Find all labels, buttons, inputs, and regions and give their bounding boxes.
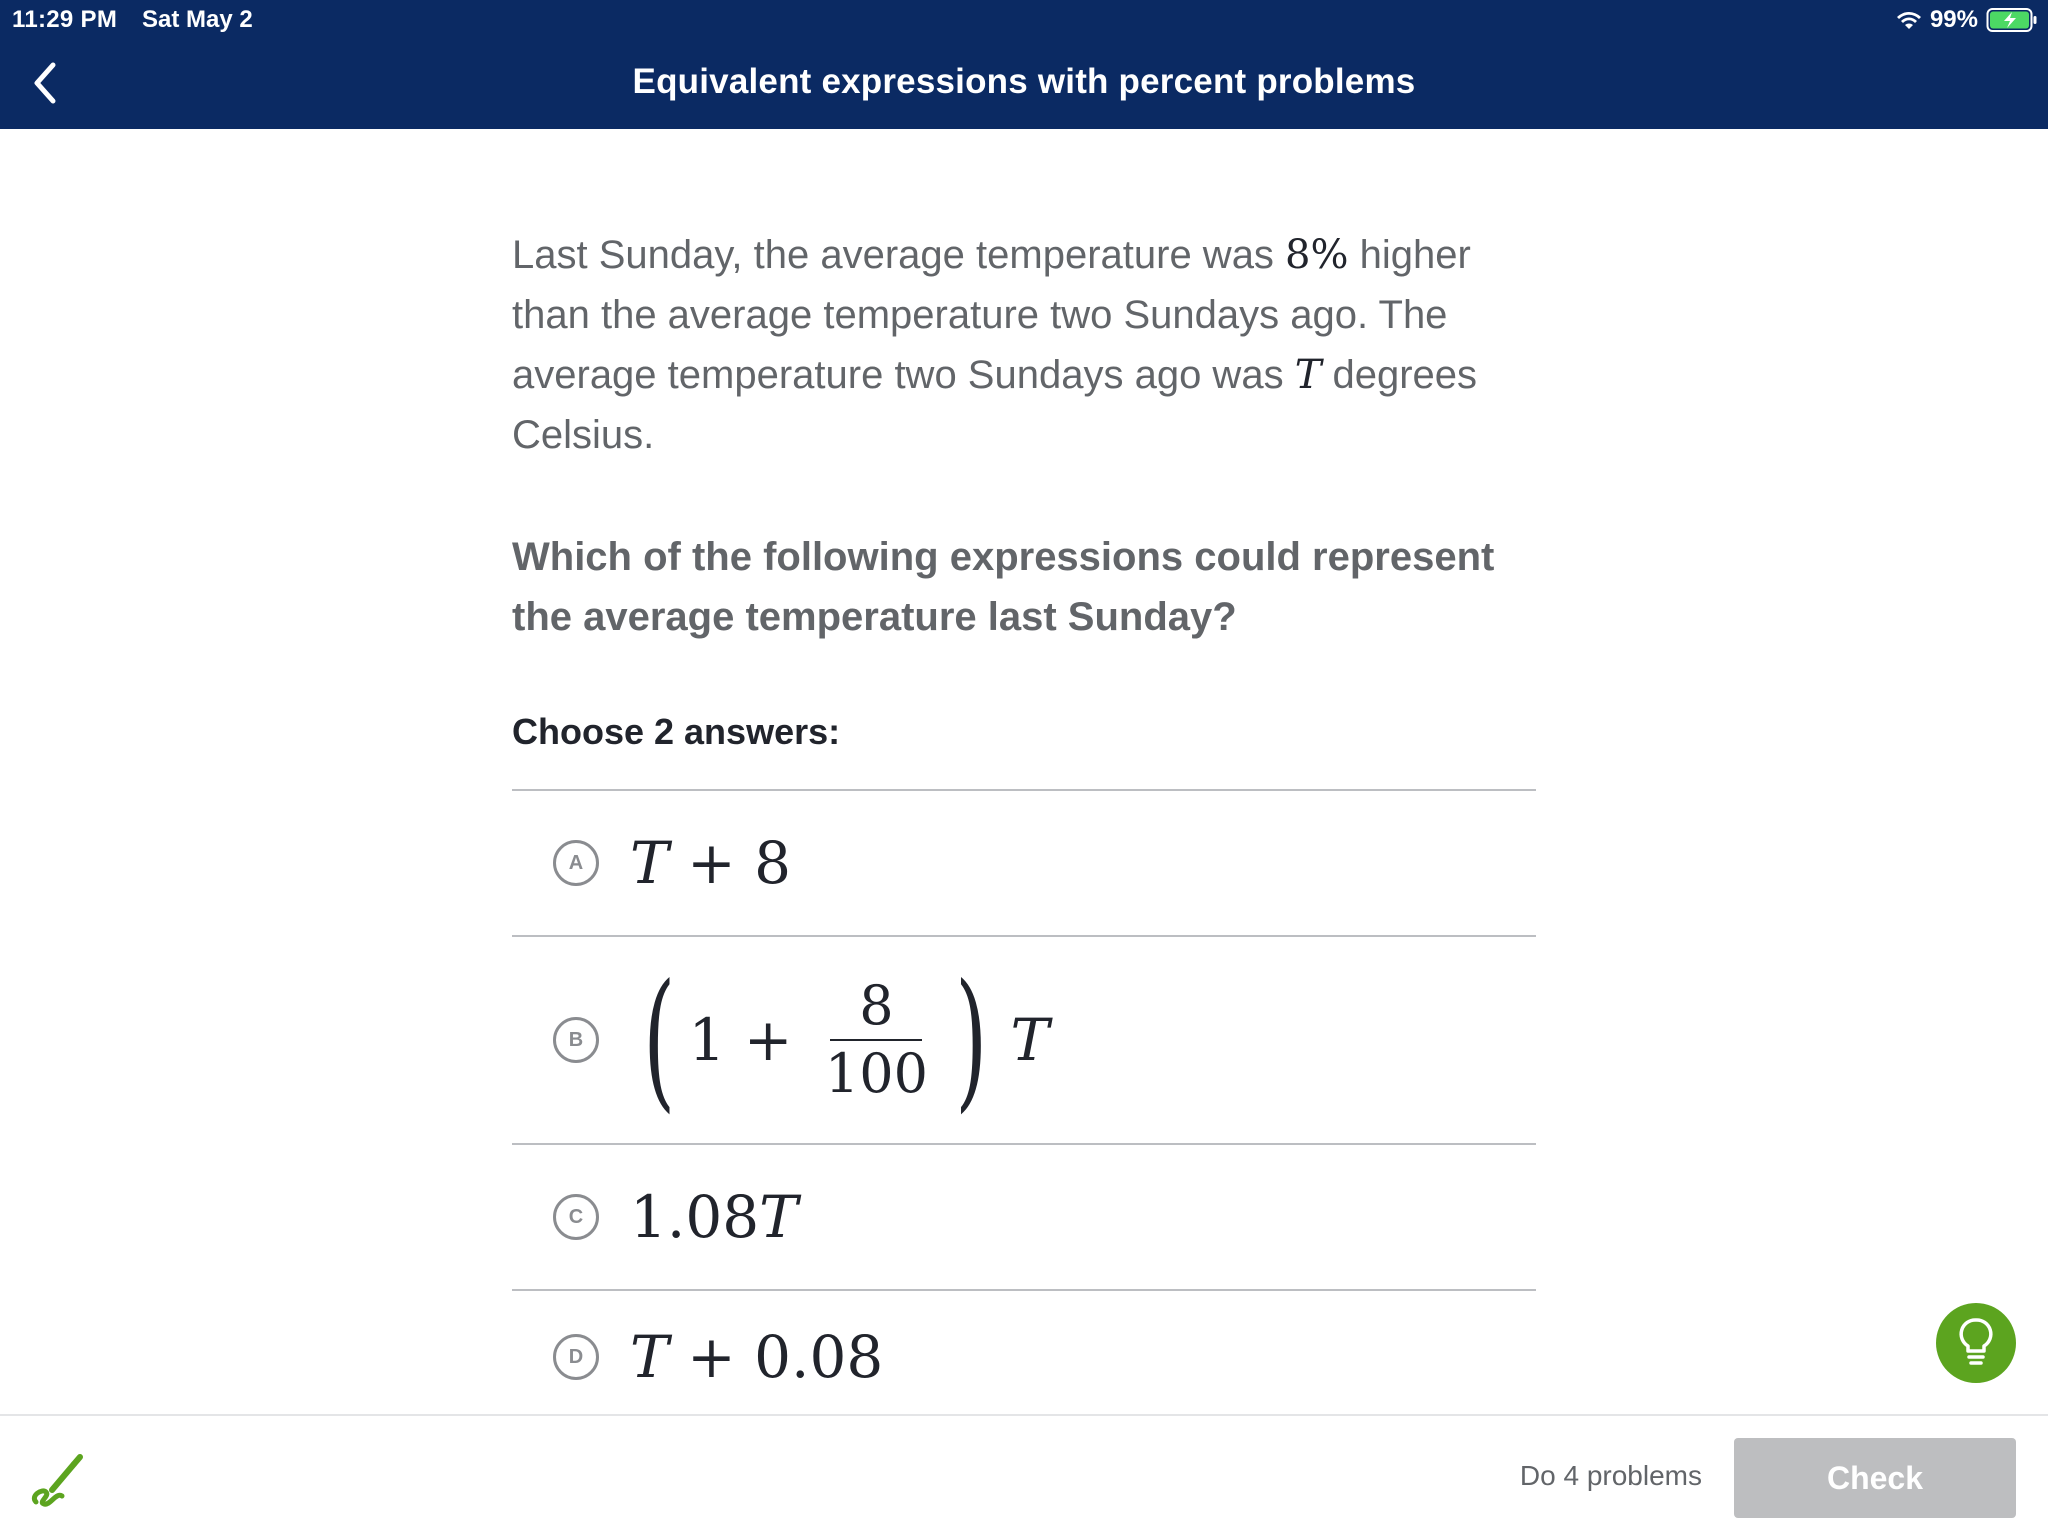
- choice-d[interactable]: [512, 1289, 1536, 1423]
- problem-statement: [512, 225, 1536, 465]
- problem-text-part3: degrees Celsius.: [512, 353, 1478, 457]
- choice-d-expression: [630, 1323, 883, 1391]
- choice-b[interactable]: [512, 935, 1536, 1143]
- fraction: [825, 973, 928, 1107]
- choice-a-variable: T: [630, 829, 669, 897]
- page-title: Equivalent expressions with percent problems: [632, 62, 1416, 101]
- choose-answers-label: Choose 2 answers:: [512, 711, 841, 752]
- choice-c-variable: T: [759, 1183, 798, 1251]
- problem-content: [512, 225, 1536, 753]
- choice-letter-d: D: [553, 1334, 599, 1380]
- choice-a-expression: [630, 829, 791, 897]
- battery-percentage: 99%: [1929, 6, 1978, 33]
- hint-button[interactable]: [1936, 1303, 2016, 1383]
- choice-a[interactable]: [512, 789, 1536, 935]
- wifi-icon: [1896, 9, 1922, 31]
- percent-value: 8%: [1285, 232, 1349, 278]
- close-paren: ): [955, 953, 988, 1127]
- answer-choices: [512, 789, 1536, 1423]
- choice-letter-b: B: [553, 1017, 599, 1063]
- choice-d-rest: + 0.08: [668, 1323, 884, 1391]
- scratchpad-pencil-icon[interactable]: [28, 1452, 84, 1508]
- status-date: Sat May 2: [142, 6, 253, 33]
- status-time: 11:29 PM: [12, 6, 118, 33]
- choice-b-variable: T: [1010, 1006, 1050, 1074]
- choice-c[interactable]: [512, 1143, 1536, 1289]
- choice-c-coefficient: 1.08: [630, 1183, 760, 1251]
- check-button[interactable]: Check: [1734, 1438, 2016, 1518]
- fraction-numerator: 8: [859, 974, 894, 1037]
- choice-letter-a: A: [553, 840, 599, 886]
- choice-b-expression: [630, 953, 1050, 1127]
- status-indicators: [1896, 4, 2038, 36]
- lightbulb-icon: [1956, 1317, 1996, 1369]
- problem-text-part1: Last Sunday, the average temperature was: [512, 233, 1286, 277]
- choice-a-rest: + 8: [668, 829, 792, 897]
- battery-charging-icon: [1986, 7, 2038, 33]
- variable-t: T: [1294, 352, 1322, 398]
- choice-c-expression: [630, 1183, 798, 1251]
- choice-d-variable: T: [630, 1323, 669, 1391]
- footer-bar: [0, 1414, 2048, 1536]
- top-navigation-bar: [0, 0, 2048, 129]
- choice-letter-c: C: [553, 1194, 599, 1240]
- question-text: Which of the following expressions could represent the average temperature last Sunday?: [512, 535, 1495, 639]
- problem-text-part2: higher than the average temperature two Sundays ago. The average temperature two Sundays ago was: [512, 233, 1471, 397]
- one-plus: 1 +: [688, 1006, 811, 1074]
- progress-text: Do 4 problems: [1519, 1460, 1702, 1491]
- open-paren: (: [643, 953, 676, 1127]
- fraction-denominator: 100: [824, 1042, 928, 1105]
